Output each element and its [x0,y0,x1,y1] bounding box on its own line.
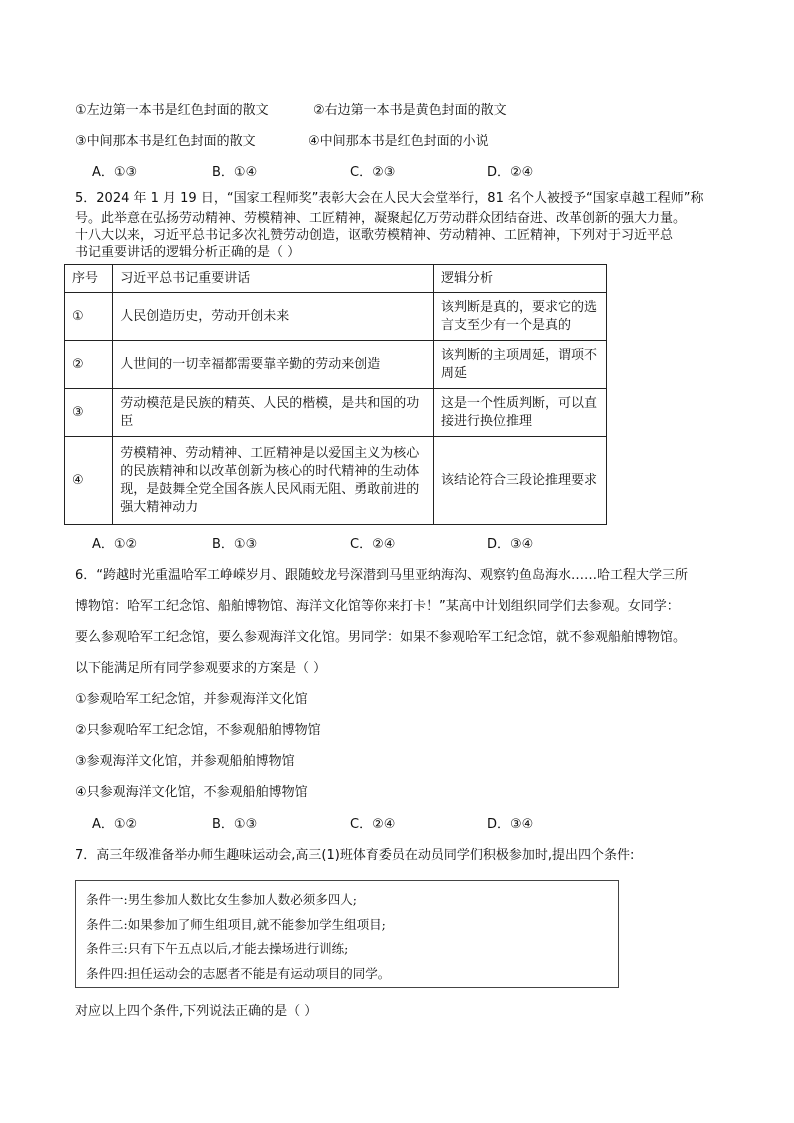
condition-4: 条件四:担任运动会的志愿者不能是有运动项目的同学。 [86,965,391,981]
q6-option-a: A．①② [92,817,138,832]
q6-stem-line-3: 要么参观哈军工纪念馆，要么参观海洋文化馆。男同学：如果不参观哈军工纪念馆，就不参观船舶博物馆。 [75,630,687,645]
table-row [65,389,607,437]
q4-option-b: B．①④ [212,165,258,180]
q6-option-c: C．②④ [350,817,396,832]
q5-stem-line-1: 5．2024 年 1 月 19 日，“国家工程师奖”表彰大会在人民大会堂举行，81 名个人被授予“国家卓越工程师”称 [75,191,704,206]
table-row [65,341,607,389]
row-number: ② [65,341,113,389]
q6-stem-line-1: 6．“跨越时光重温哈军工峥嵘岁月、跟随蛟龙号深潜到马里亚纳海沟、观察钓鱼岛海水……哈工程大学三所 [75,568,689,583]
q6-choice-4: ④只参观海洋文化馆，不参观船舶博物馆 [75,785,308,800]
q4-statement-3: ③中间那本书是红色封面的散文 [75,134,256,149]
row-analysis: 该判断是真的，要求它的选言支至少有一个是真的 [434,293,607,341]
table-header-analysis: 逻辑分析 [434,265,607,293]
q5-stem-line-2: 号。此举意在弘扬劳动精神、劳模精神、工匠精神，凝聚起亿万劳动群众团结奋进、改革创新的强大力量。 [75,211,687,226]
q4-statement-2: ②右边第一本书是黄色封面的散文 [313,103,507,118]
row-number: ③ [65,389,113,437]
q4-option-a: A．①③ [92,165,138,180]
table-row [65,437,607,525]
q5-option-a: A．①② [92,537,138,552]
row-analysis: 该判断的主项周延，谓项不周延 [434,341,607,389]
condition-3: 条件三:只有下午五点以后,才能去操场进行训练; [86,941,349,956]
q4-statement-4: ④中间那本书是红色封面的小说 [308,134,489,149]
logic-analysis-table [64,264,607,525]
condition-1: 条件一:男生参加人数比女生参加人数必须多四人; [86,892,357,907]
q4-option-d: D．②④ [487,165,534,180]
q5-option-c: C．②④ [350,537,396,552]
q4-statement-1: ①左边第一本书是红色封面的散文 [75,103,269,118]
q5-option-b: B．①③ [212,537,258,552]
q6-choice-1: ①参观哈军工纪念馆，并参观海洋文化馆 [75,692,308,707]
q6-choice-3: ③参观海洋文化馆，并参观船舶博物馆 [75,754,295,769]
q6-option-d: D．③④ [487,817,534,832]
row-number: ④ [65,437,113,525]
row-analysis: 这是一个性质判断，可以直接进行换位推理 [434,389,607,437]
q6-option-b: B．①③ [212,817,258,832]
row-speech: 劳模精神、劳动精神、工匠精神是以爱国主义为核心的民族精神和以改革创新为核心的时代精神的生动体现，是鼓舞全党全国各族人民风雨无阻、勇敢前进的强大精神动力 [113,437,434,525]
condition-2: 条件二:如果参加了师生组项目,就不能参加学生组项目; [86,916,386,932]
table-header-number: 序号 [65,265,113,293]
q6-stem-line-2: 博物馆：哈军工纪念馆、船舶博物馆、海洋文化馆等你来打卡！”某高中计划组织同学们去参观。女同学： [75,599,680,614]
q6-choice-2: ②只参观哈军工纪念馆，不参观船舶博物馆 [75,723,321,738]
row-number: ① [65,293,113,341]
table-header-speech: 习近平总书记重要讲话 [113,265,434,293]
q5-option-d: D．③④ [487,537,534,552]
q7-prompt: 对应以上四个条件,下列说法正确的是（ ） [75,1004,318,1019]
table-row [65,293,607,341]
q7-stem: 7．高三年级准备举办师生趣味运动会,高三(1)班体育委员在动员同学们积极参加时,提出四个条件: [75,848,635,863]
q5-stem-line-4: 书记重要讲话的逻辑分析正确的是（ ） [75,245,301,260]
q4-option-c: C．②③ [350,165,396,180]
row-speech: 人民创造历史，劳动开创未来 [113,293,434,341]
row-speech: 人世间的一切幸福都需要靠辛勤的劳动来创造 [113,341,434,389]
row-speech: 劳动模范是民族的精英、人民的楷模，是共和国的功臣 [113,389,434,437]
row-analysis: 该结论符合三段论推理要求 [434,437,607,525]
q6-stem-line-4: 以下能满足所有同学参观要求的方案是（ ） [75,661,327,676]
q5-stem-line-3: 十八大以来，习近平总书记多次礼赞劳动创造，讴歌劳模精神、劳动精神、工匠精神，下列对于习近平总 [75,228,674,243]
table-header-row [65,265,607,293]
conditions-box [75,880,619,988]
